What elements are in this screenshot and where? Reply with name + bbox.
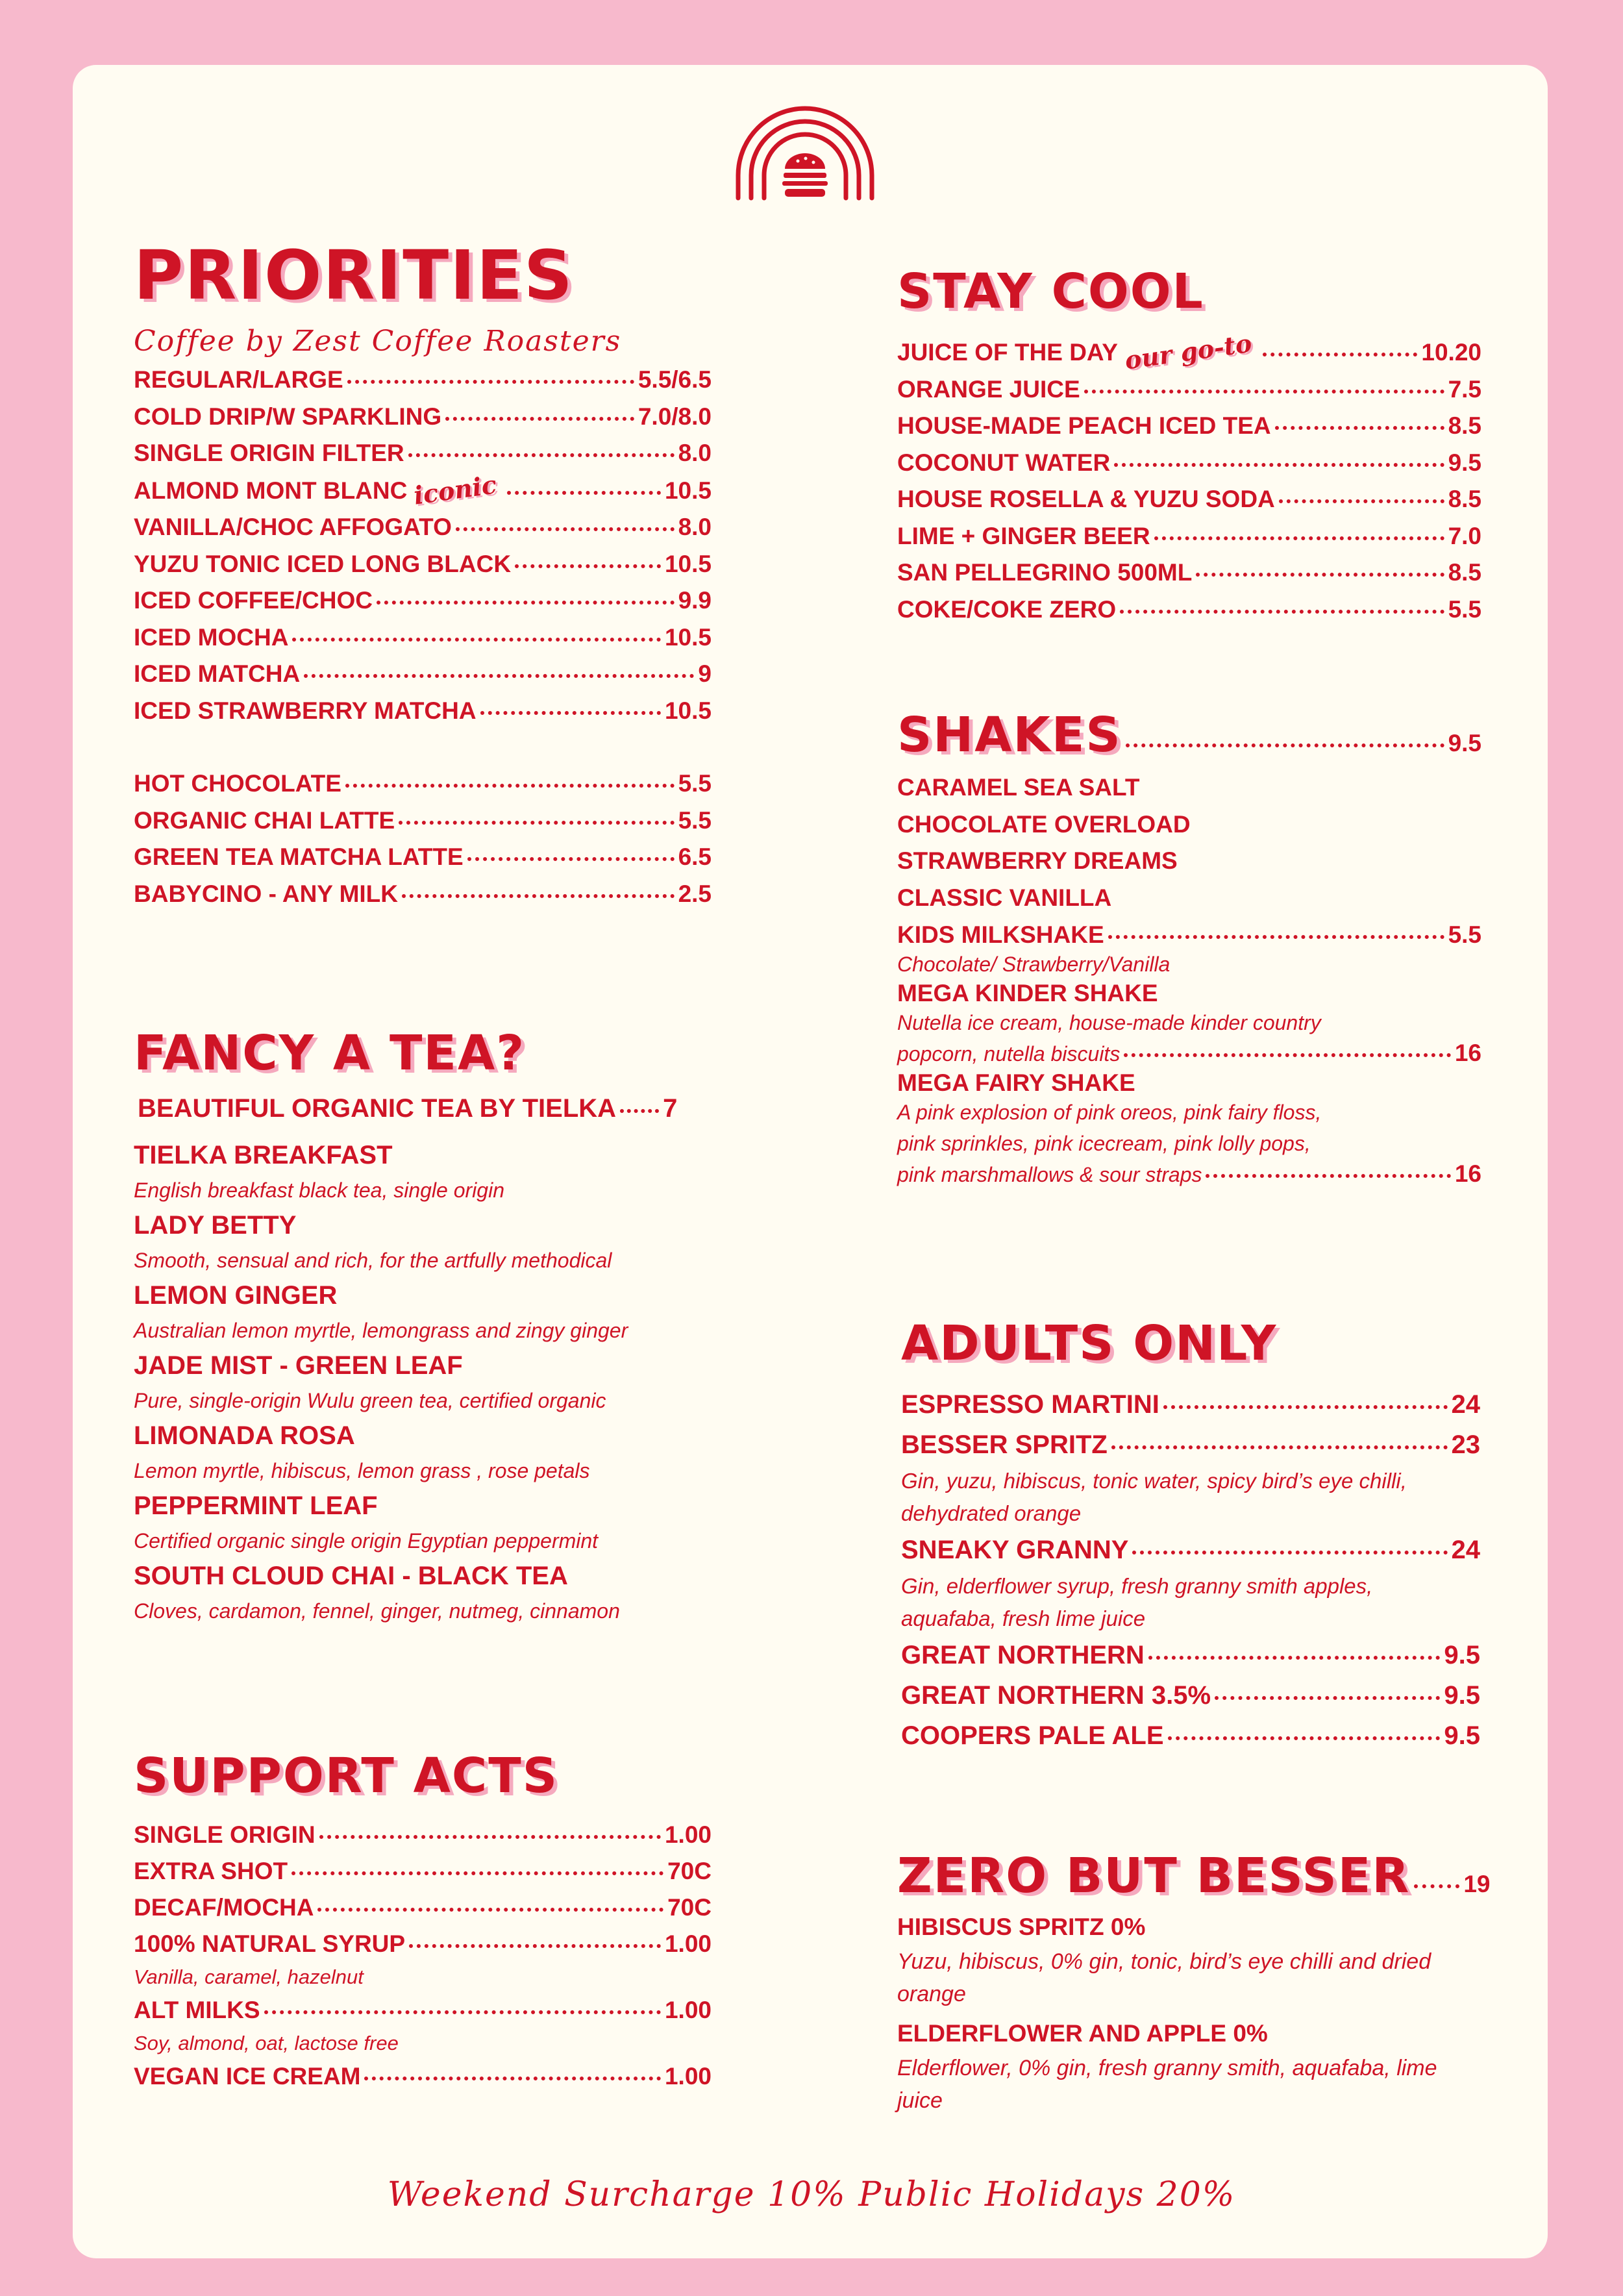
item-price: 8.5 <box>1448 486 1481 512</box>
stay-cool-section <box>897 264 1481 628</box>
leader-dots <box>1148 1656 1441 1660</box>
menu-item-row <box>134 1817 712 1853</box>
item-price: 10.5 <box>664 477 712 504</box>
item-name: HOT CHOCOLATE <box>134 770 341 797</box>
priorities-section <box>134 236 712 912</box>
item-price: 9 <box>698 660 712 687</box>
item-price: 7 <box>663 1094 678 1123</box>
leader-dots <box>1154 536 1444 540</box>
item-description: pink marshmallows & sour straps <box>897 1163 1202 1186</box>
leader-dots <box>1414 1884 1459 1888</box>
leader-dots <box>408 453 675 457</box>
item-name: LADY BETTY <box>134 1211 297 1240</box>
leader-dots <box>1206 1174 1450 1178</box>
leader-dots <box>364 2077 661 2080</box>
adults-list <box>901 1384 1480 1756</box>
leader-dots <box>515 564 661 568</box>
item-name: PEPPERMINT LEAF <box>134 1491 378 1520</box>
item-price: 9.9 <box>678 587 712 614</box>
leader-dots <box>1275 426 1444 430</box>
priorities-list <box>134 362 712 729</box>
hot-drinks-list <box>134 766 712 912</box>
menu-item-row <box>897 445 1481 482</box>
leader-dots <box>456 527 675 531</box>
section-heading: STAY COOL <box>897 264 1204 319</box>
leader-dots <box>291 1871 663 1875</box>
item-name: HIBISCUS SPRITZ 0% <box>897 1914 1146 1940</box>
item-name: SNEAKY GRANNY <box>901 1536 1129 1564</box>
menu-item-row <box>134 619 712 656</box>
item-price: 16 <box>1454 1160 1481 1187</box>
item-name: GREAT NORTHERN 3.5% <box>901 1681 1211 1710</box>
leader-dots <box>1114 463 1444 467</box>
menu-item-row <box>134 582 712 619</box>
menu-item-row <box>134 509 712 546</box>
item-name: ICED COFFEE/CHOC <box>134 587 373 614</box>
leader-dots <box>409 1944 661 1948</box>
menu-item-row <box>901 1675 1480 1716</box>
item-name: ESPRESSO MARTINI <box>901 1390 1159 1419</box>
item-price: 10.5 <box>664 550 712 577</box>
item-name: STRAWBERRY DREAMS <box>897 847 1178 874</box>
item-name: TIELKA BREAKFAST <box>134 1141 393 1169</box>
item-price: 6.5 <box>678 843 712 870</box>
item-name: VANILLA/CHOC AFFOGATO <box>134 514 452 540</box>
item-price: 10.5 <box>664 697 712 724</box>
item-description: Elderflower, 0% gin, fresh granny smith, aquafaba, lime juice <box>897 2056 1437 2113</box>
item-price: 9.5 <box>1448 730 1481 756</box>
menu-item-row <box>901 1716 1480 1756</box>
stay-cool-list <box>897 328 1481 628</box>
section-heading: ZERO BUT BESSER <box>897 1848 1411 1904</box>
item-price: 7.0 <box>1448 522 1481 549</box>
leader-dots <box>402 894 675 898</box>
item-description: Chocolate/ Strawberry/Vanilla <box>897 953 1171 976</box>
item-price: 5.5 <box>1448 921 1481 948</box>
item-price: 9.5 <box>1444 1641 1480 1669</box>
leader-dots <box>347 380 634 384</box>
item-name: COOPERS PALE ALE <box>901 1721 1164 1750</box>
leader-dots <box>1108 935 1444 939</box>
item-name: SOUTH CLOUD CHAI - BLACK TEA <box>134 1562 568 1590</box>
item-name: LIME + GINGER BEER <box>897 522 1150 549</box>
menu-item-row <box>897 518 1481 555</box>
menu-item-row <box>134 1992 712 2028</box>
menu-item-row <box>134 1853 712 1890</box>
menu-item-row <box>134 1890 712 1926</box>
item-description: Gin, yuzu, hibiscus, tonic water, spicy bird’s eye chilli, dehydrated orange <box>901 1469 1407 1525</box>
section-heading: SHAKES <box>897 707 1122 763</box>
item-name: KIDS MILKSHAKE <box>897 921 1104 948</box>
fairy-shake-price-row <box>897 1159 1481 1190</box>
item-description: Certified organic single origin Egyptian peppermint <box>134 1529 599 1553</box>
menu-item-row <box>134 766 712 803</box>
item-price: 1.00 <box>664 1997 712 2023</box>
zero-section <box>897 1848 1491 2117</box>
item-description: popcorn, nutella biscuits <box>897 1042 1121 1066</box>
item-name: ORANGE JUICE <box>897 375 1080 403</box>
leader-dots <box>292 638 661 642</box>
leader-dots <box>480 711 661 715</box>
support-section <box>134 1748 712 2095</box>
item-price: 8.5 <box>1448 559 1481 586</box>
adults-section <box>901 1316 1480 1756</box>
menu-item-row <box>134 839 712 876</box>
item-name: ICED MOCHA <box>134 623 289 651</box>
leader-dots <box>1126 743 1444 747</box>
item-description: Cloves, cardamon, fennel, ginger, nutmeg, cinnamon <box>134 1599 620 1623</box>
leader-dots <box>317 1908 663 1912</box>
item-tag: our go-to <box>1122 328 1254 375</box>
leader-dots <box>1263 353 1418 356</box>
item-name: GREEN TEA MATCHA LATTE <box>134 843 464 870</box>
menu-item-row <box>134 362 712 399</box>
menu-item-row <box>134 803 712 840</box>
leader-dots <box>1132 1551 1447 1554</box>
leader-dots <box>1279 499 1444 503</box>
menu-item-row <box>897 481 1481 518</box>
item-name: GREAT NORTHERN <box>901 1641 1145 1669</box>
leader-dots <box>304 674 694 678</box>
item-name: EXTRA SHOT <box>134 1858 288 1884</box>
leader-dots <box>1120 610 1444 614</box>
leader-dots <box>345 784 675 788</box>
item-description: A pink explosion of pink oreos, pink fairy floss, <box>897 1101 1322 1124</box>
item-price: 1.00 <box>664 1821 712 1848</box>
menu-item-row <box>897 408 1481 445</box>
leader-dots <box>445 417 634 421</box>
support-list <box>134 1817 712 2095</box>
item-name: 100% NATURAL SYRUP <box>134 1930 406 1957</box>
item-name: JUICE OF THE DAY <box>897 339 1118 366</box>
item-description: pink sprinkles, pink icecream, pink lolly pops, <box>897 1132 1311 1155</box>
item-price: 70C <box>667 1894 712 1921</box>
menu-item-row <box>901 1384 1480 1425</box>
item-price: 7.0/8.0 <box>638 403 712 430</box>
item-name: ICED MATCHA <box>134 660 301 687</box>
item-name: SINGLE ORIGIN FILTER <box>134 440 404 466</box>
item-price: 7.5 <box>1448 375 1481 403</box>
leader-dots <box>319 1835 661 1839</box>
item-price: 5.5 <box>678 770 712 797</box>
leader-dots <box>1111 1445 1448 1449</box>
menu-item-row <box>134 399 712 436</box>
shakes-heading-row <box>897 707 1481 763</box>
item-name: DECAF/MOCHA <box>134 1894 314 1921</box>
item-price: 70C <box>667 1858 712 1884</box>
item-name: ALMOND MONT BLANC <box>134 477 408 504</box>
item-name: LIMONADA ROSA <box>134 1421 355 1450</box>
item-price: 1.00 <box>664 2063 712 2090</box>
kinder-shake-name <box>897 980 1481 1007</box>
leader-dots <box>467 857 675 861</box>
item-price: 10.5 <box>664 623 712 651</box>
item-description: Soy, almond, oat, lactose free <box>134 2032 399 2054</box>
item-price: 19 <box>1463 1871 1491 1897</box>
item-name: ORGANIC CHAI LATTE <box>134 806 395 834</box>
menu-item-row <box>134 435 712 472</box>
item-price: 24 <box>1451 1536 1480 1564</box>
tea-intro-row <box>134 1094 709 1123</box>
burger-arch-logo <box>733 104 877 201</box>
item-description: Vanilla, caramel, hazelnut <box>134 1965 364 1988</box>
item-description: Smooth, sensual and rich, for the artfully methodical <box>134 1249 612 1272</box>
item-name: JADE MIST - GREEN LEAF <box>134 1351 463 1380</box>
item-name: YUZU TONIC ICED LONG BLACK <box>134 550 512 577</box>
item-price: 8.0 <box>678 440 712 466</box>
zero-heading-row <box>897 1848 1491 1904</box>
item-name: SINGLE ORIGIN <box>134 1821 316 1848</box>
menu-item-row <box>897 592 1481 629</box>
leader-dots <box>1163 1405 1448 1409</box>
zero-list <box>897 1909 1481 2117</box>
menu-item-row <box>134 656 712 693</box>
item-name: MEGA FAIRY SHAKE <box>897 1069 1135 1096</box>
item-name: CARAMEL SEA SALT <box>897 774 1140 801</box>
item-description: English breakfast black tea, single origin <box>134 1179 504 1202</box>
item-name: HOUSE-MADE PEACH ICED TEA <box>897 412 1271 439</box>
leader-dots <box>377 601 675 605</box>
item-name: ICED STRAWBERRY MATCHA <box>134 697 477 724</box>
item-name: COCONUT WATER <box>897 449 1111 476</box>
item-price: 9.5 <box>1448 449 1481 476</box>
item-description: Australian lemon myrtle, lemongrass and zingy ginger <box>134 1319 628 1342</box>
item-description: Yuzu, hibiscus, 0% gin, tonic, bird’s eye chilli and dried orange <box>897 1949 1431 2006</box>
menu-item-row <box>897 328 1481 375</box>
item-name: MEGA KINDER SHAKE <box>897 980 1158 1006</box>
item-name: VEGAN ICE CREAM <box>134 2063 361 2090</box>
menu-item-row <box>134 546 712 583</box>
item-name: COKE/COKE ZERO <box>897 595 1117 623</box>
item-description: Gin, elderflower syrup, fresh granny smith apples, aquafaba, fresh lime juice <box>901 1574 1373 1630</box>
item-description: Lemon myrtle, hibiscus, lemon grass , rose petals <box>134 1459 590 1482</box>
menu-item-row <box>901 1530 1480 1570</box>
leader-dots <box>1124 1053 1451 1057</box>
leader-dots <box>507 491 661 495</box>
item-price: 9.5 <box>1444 1681 1480 1710</box>
tea-list <box>134 1136 712 1627</box>
item-price: 5.5/6.5 <box>638 366 712 393</box>
shake-flavours-list <box>897 769 1481 916</box>
item-name: SAN PELLEGRINO 500ML <box>897 559 1193 586</box>
surcharge-note: Weekend Surcharge 10% Public Holidays 20% <box>387 2175 1236 2214</box>
menu-item-row <box>897 371 1481 408</box>
leader-dots <box>1084 390 1444 393</box>
item-price: 10.20 <box>1421 339 1481 366</box>
leader-dots <box>1168 1736 1441 1740</box>
item-price: 5.5 <box>1448 595 1481 623</box>
leader-dots <box>1215 1696 1440 1700</box>
kinder-shake-price-row <box>897 1038 1481 1069</box>
section-heading: FANCY A TEA? <box>134 1025 526 1081</box>
item-name: BABYCINO - ANY MILK <box>134 880 398 907</box>
leader-dots <box>1196 573 1444 577</box>
fairy-shake-name <box>897 1069 1481 1097</box>
tea-section <box>134 1025 712 1627</box>
item-price: 24 <box>1451 1390 1480 1419</box>
menu-item-row <box>897 555 1481 592</box>
kids-shake-row <box>897 921 1481 949</box>
item-name: CHOCOLATE OVERLOAD <box>897 810 1191 838</box>
item-name: ALT MILKS <box>134 1997 260 2023</box>
item-name: COLD DRIP/W SPARKLING <box>134 403 442 430</box>
menu-item-row <box>134 876 712 913</box>
menu-item-row <box>134 2058 712 2095</box>
section-heading: PRIORITIES <box>134 236 574 315</box>
item-name: ELDERFLOWER AND APPLE 0% <box>897 2020 1268 2047</box>
item-price: 9.5 <box>1444 1721 1480 1750</box>
leader-dots <box>399 821 674 825</box>
shakes-section <box>897 707 1481 1190</box>
item-name: BEAUTIFUL ORGANIC TEA BY TIELKA <box>138 1094 617 1123</box>
item-tag: iconic <box>412 469 499 510</box>
section-heading: SUPPORT ACTS <box>134 1748 559 1804</box>
menu-item-row <box>134 469 712 510</box>
section-heading: ADULTS ONLY <box>901 1316 1278 1371</box>
item-price: 2.5 <box>678 880 712 907</box>
leader-dots <box>264 2010 661 2014</box>
menu-item-row <box>134 693 712 730</box>
item-name: CLASSIC VANILLA <box>897 884 1112 911</box>
item-price: 1.00 <box>664 1930 712 1957</box>
item-price: 8.0 <box>678 514 712 540</box>
item-name: BESSER SPRITZ <box>901 1430 1108 1459</box>
item-price: 8.5 <box>1448 412 1481 439</box>
item-description: Nutella ice cream, house-made kinder country <box>897 1011 1321 1034</box>
item-price: 16 <box>1454 1040 1481 1066</box>
menu-item-row <box>901 1425 1480 1465</box>
item-price: 23 <box>1451 1430 1480 1459</box>
item-description: Pure, single-origin Wulu green tea, certified organic <box>134 1389 606 1412</box>
item-price: 5.5 <box>678 806 712 834</box>
leader-dots <box>620 1109 659 1113</box>
item-name: HOUSE ROSELLA & YUZU SODA <box>897 486 1275 512</box>
item-name: REGULAR/LARGE <box>134 366 343 393</box>
section-subtitle: Coffee by Zest Coffee Roasters <box>134 325 622 358</box>
item-name: LEMON GINGER <box>134 1281 338 1310</box>
menu-item-row <box>901 1635 1480 1675</box>
menu-item-row <box>134 1926 712 1962</box>
